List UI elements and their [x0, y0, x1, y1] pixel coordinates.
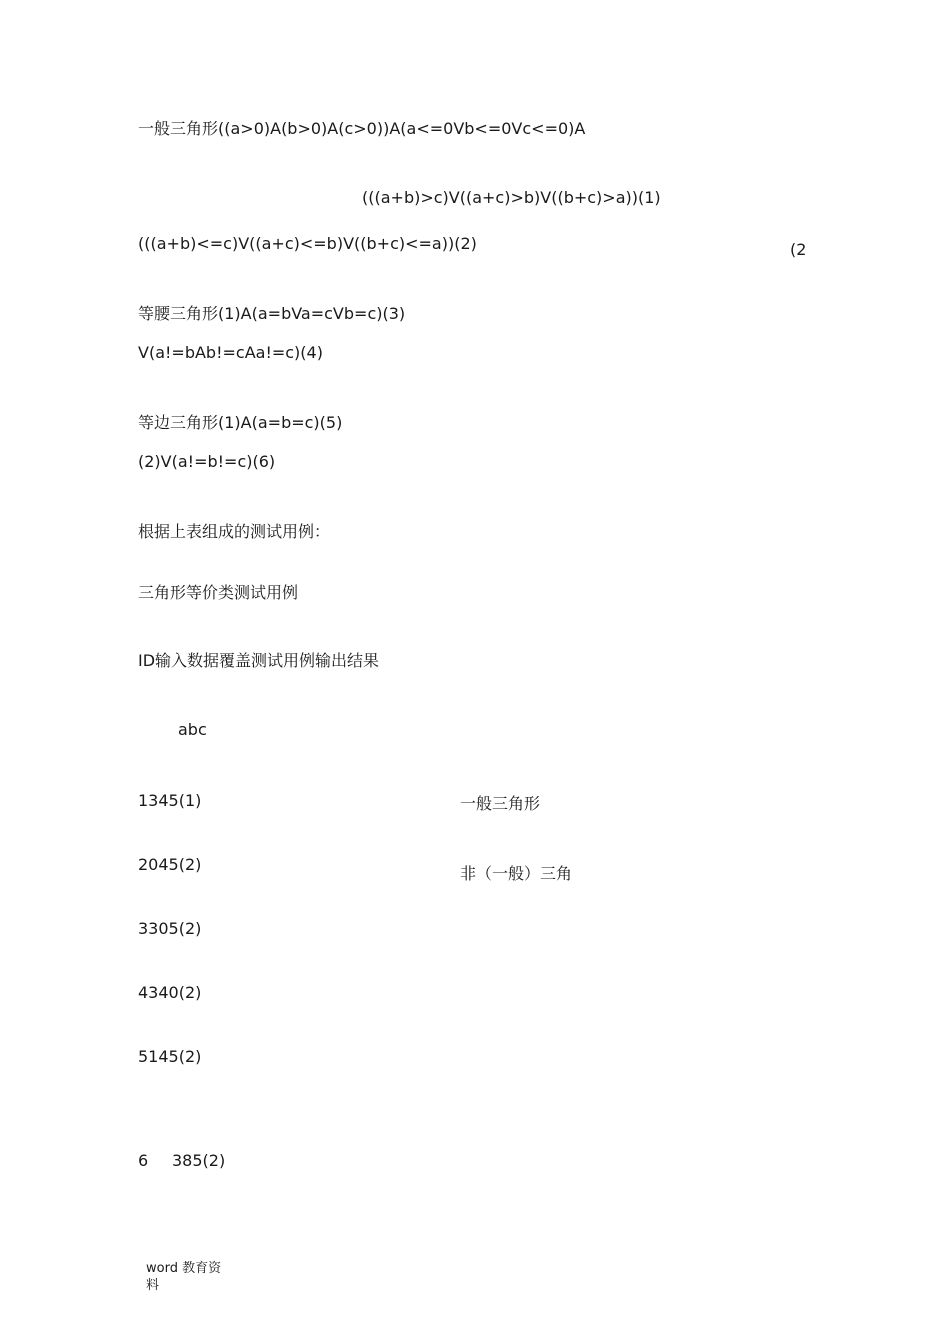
row-input-data: 385(2) [172, 1151, 226, 1170]
row-output-result: 一般三角形 [460, 794, 541, 813]
footer-watermark-line1: word 教育资 [146, 1261, 222, 1276]
row-input-data: 1345(1) [138, 791, 202, 810]
condition-2-margin-fragment: (2 [790, 240, 807, 259]
general-triangle-condition: 一般三角形((a>0)A(b>0)A(c>0))A(a<=0Vb<=0Vc<=0)A [138, 119, 586, 138]
row-output-result: 非（一般）三角 [460, 864, 573, 883]
row-input-data: 3305(2) [138, 919, 202, 938]
table-title: 三角形等价类测试用例 [138, 583, 299, 602]
isosceles-condition: 等腰三角形(1)A(a=bVa=cVb=c)(3) [138, 304, 406, 323]
equilateral-condition-cont: (2)V(a!=b!=c)(6) [138, 452, 276, 471]
equilateral-condition: 等边三角形(1)A(a=b=c)(5) [138, 413, 343, 432]
row-id: 6 [138, 1151, 149, 1170]
row-input-data: 4340(2) [138, 983, 202, 1002]
row-input-data: 2045(2) [138, 855, 202, 874]
table-subheader: abc [178, 720, 207, 739]
condition-1: (((a+b)>c)V((a+c)>b)V((b+c)>a))(1) [362, 188, 661, 207]
intro-text: 根据上表组成的测试用例： [138, 522, 331, 541]
condition-2: (((a+b)<=c)V((a+c)<=b)V((b+c)<=a))(2) [138, 234, 477, 253]
footer-watermark-line2: 料 [146, 1278, 160, 1293]
table-header: ID输入数据覆盖测试用例输出结果 [138, 651, 380, 670]
row-input-data: 5145(2) [138, 1047, 202, 1066]
isosceles-condition-cont: V(a!=bAb!=cAa!=c)(4) [138, 343, 323, 362]
